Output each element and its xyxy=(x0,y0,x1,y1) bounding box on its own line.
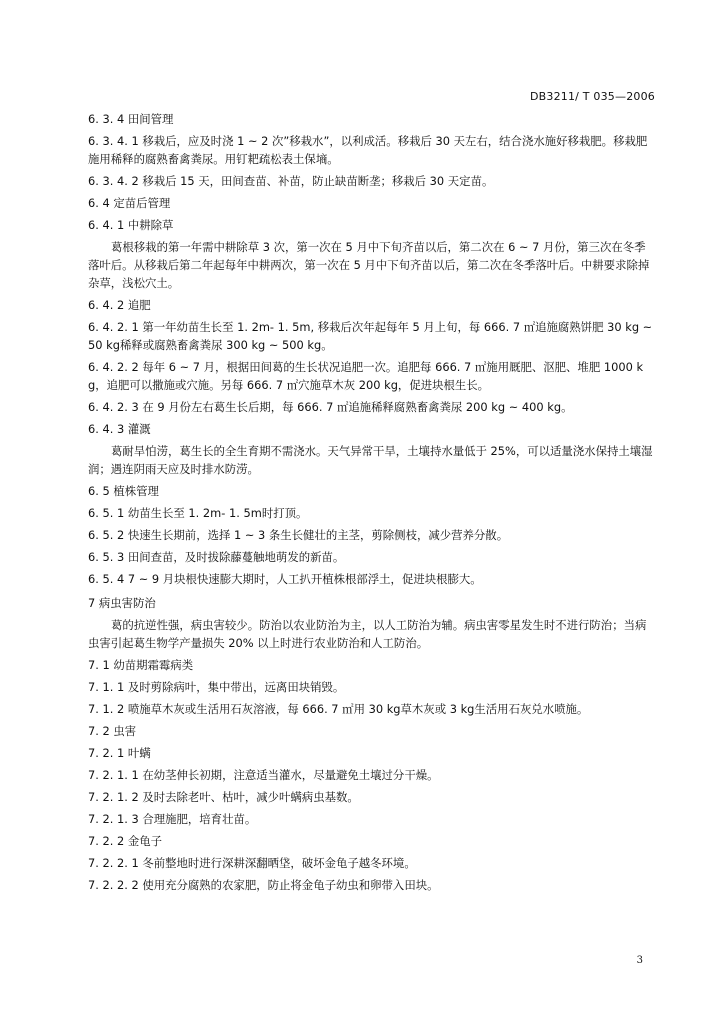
clause-6-4-2-1: 6. 4. 2. 1 第一年幼苗生长至 1. 2m- 1. 5m, 移栽后次年起每年 5 月上旬，每 666. 7 ㎡追施腐熟饼肥 30 kg ~ 50 kg稀释或腐熟畜禽粪尿 300 kg ~ 500 kg。 xyxy=(88,320,653,352)
heading-7-2-1: 7. 2. 1 叶螨 xyxy=(88,746,151,760)
paragraph-weeding: 葛根移栽的第一年需中耕除草 3 次，第一次在 5 月中下旬齐苗以后，第二次在 6 ~ 7 月份，第三次在冬季落叶后。从移栽后第二年起每年中耕两次，第一次在 5 月中下旬齐苗以后，第二次在冬季落叶后。中耕要求除掉杂草，浅松穴土。 xyxy=(88,240,650,290)
clause-6-3-4-1: 6. 3. 4. 1 移栽后，应及时浇 1 ~ 2 次”移栽水”，以利成活。移栽后 30 天左右，结合浇水施好移栽肥。移栽肥施用稀释的腐熟畜禽粪尿。用钉耙疏松表土保墒。 xyxy=(88,134,648,166)
document-body xyxy=(88,110,656,898)
clause-7-2-2-1: 7. 2. 2. 1 冬前整地时进行深耕深翻晒垡，破坏金龟子越冬环境。 xyxy=(88,856,416,870)
clause-6-5-2: 6. 5. 2 快速生长期前，选择 1 ~ 3 条生长健壮的主茎，剪除侧枝，减少营养分散。 xyxy=(88,528,509,542)
page-number: 3 xyxy=(636,955,643,966)
clause-6-5-3: 6. 5. 3 田间查苗，及时拔除藤蔓触地萌发的新苗。 xyxy=(88,550,345,564)
clause-7-2-1-2: 7. 2. 1. 2 及时去除老叶、枯叶，减少叶螨病虫基数。 xyxy=(88,790,359,804)
heading-6-5: 6. 5 植株管理 xyxy=(88,484,159,498)
clause-6-3-4-2: 6. 3. 4. 2 移栽后 15 天，田间查苗、补苗，防止缺苗断垄；移栽后 30 天定苗。 xyxy=(88,174,494,188)
heading-7-1: 7. 1 幼苗期霜霉病类 xyxy=(88,658,194,672)
heading-6-4-3: 6. 4. 3 灌溉 xyxy=(88,422,151,436)
heading-7-2-2: 7. 2. 2 金龟子 xyxy=(88,834,163,848)
clause-6-4-2-2: 6. 4. 2. 2 每年 6 ~ 7 月，根据田间葛的生长状况追肥一次。追肥每 666. 7 ㎡施用厩肥、沤肥、堆肥 1000 kg，追肥可以撒施或穴施。另每 666. 7 ㎡穴施草木灰 200 kg，促进块根生长。 xyxy=(88,360,644,392)
document-code-header: DB3211/ T 035—2006 xyxy=(529,90,655,103)
clause-7-1-2: 7. 1. 2 喷施草木灰或生活用石灰溶液，每 666. 7 ㎡用 30 kg草木灰或 3 kg生活用石灰兑水喷施。 xyxy=(88,702,589,716)
clause-7-2-2-2: 7. 2. 2. 2 使用充分腐熟的农家肥，防止将金龟子幼虫和卵带入田块。 xyxy=(88,878,439,892)
paragraph-irrigation: 葛耐旱怕涝，葛生长的全生育期不需浇水。天气异常干旱，土壤持水量低于 25%，可以适量浇水保持土壤湿润；遇连阴雨天应及时排水防涝。 xyxy=(88,444,653,476)
heading-7-2: 7. 2 虫害 xyxy=(88,724,137,738)
clause-6-5-1: 6. 5. 1 幼苗生长至 1. 2m- 1. 5m时打顶。 xyxy=(88,506,308,520)
heading-6-4: 6. 4 定苗后管理 xyxy=(88,196,171,210)
clause-6-4-2-3: 6. 4. 2. 3 在 9 月份左右葛生长后期，每 666. 7 ㎡追施稀释腐熟畜禽粪尿 200 kg ~ 400 kg。 xyxy=(88,400,573,414)
clause-7-2-1-3: 7. 2. 1. 3 合理施肥，培育壮苗。 xyxy=(88,812,257,826)
heading-section-7: 7 病虫害防治 xyxy=(88,596,156,610)
clause-7-1-1: 7. 1. 1 及时剪除病叶，集中带出，远离田块销毁。 xyxy=(88,680,345,694)
heading-6-4-2: 6. 4. 2 追肥 xyxy=(88,298,151,312)
clause-6-5-4: 6. 5. 4 7 ~ 9 月块根快速膨大期时，人工扒开植株根部浮土，促进块根膨大。 xyxy=(88,572,482,586)
paragraph-pest-control: 葛的抗逆性强，病虫害较少。防治以农业防治为主，以人工防治为辅。病虫害零星发生时不进行防治；当病虫害引起葛生物学产量损失 20% 以上时进行农业防治和人工防治。 xyxy=(88,618,647,650)
heading-6-4-1: 6. 4. 1 中耕除草 xyxy=(88,218,174,232)
clause-7-2-1-1: 7. 2. 1. 1 在幼茎伸长初期，注意适当灌水，尽量避免土壤过分干燥。 xyxy=(88,768,439,782)
heading-6-3-4: 6. 3. 4 田间管理 xyxy=(88,112,174,126)
